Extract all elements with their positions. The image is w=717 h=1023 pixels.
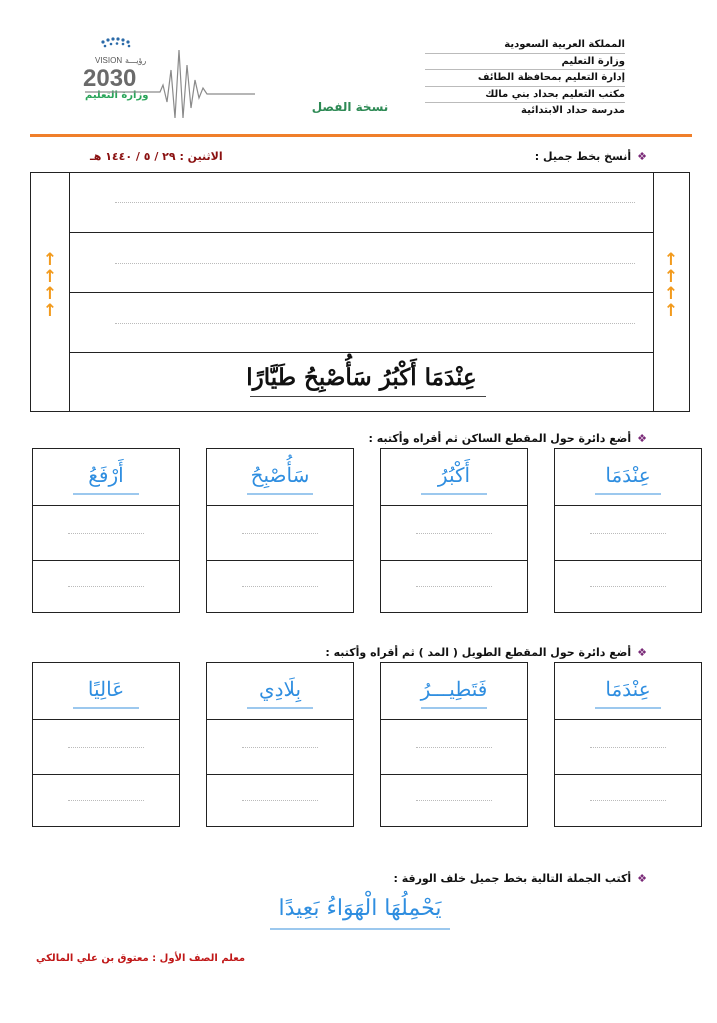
word-underline: [421, 493, 487, 495]
model-sentence-underline: [250, 396, 486, 397]
writing-guide-line: [416, 533, 492, 534]
up-arrow-icon: ↑: [663, 301, 679, 321]
bullet-diamond-icon: ❖: [637, 150, 647, 163]
writing-guide-line: [242, 586, 318, 587]
writing-guide-line: [590, 533, 666, 534]
header-line-kingdom: المملكة العربية السعودية: [425, 37, 625, 54]
header-line-directorate: إدارة التعليم بمحافظة الطائف: [425, 70, 625, 87]
writing-guide-line: [68, 586, 144, 587]
section3-instruction: أضع دائرة حول المقطع الطويل ( المد ) ثم أقراه وأكتبه :: [325, 646, 632, 659]
word-underline: [73, 707, 139, 709]
writing-guide-line: [416, 800, 492, 801]
word-box: [32, 662, 180, 827]
row-divider: [70, 352, 653, 353]
word-underline: [595, 707, 661, 709]
section4-instruction-row: [393, 872, 647, 885]
bullet-diamond-icon: ❖: [637, 646, 647, 659]
vision-2030-logo: [55, 30, 255, 120]
up-arrow-icon: ↑: [663, 267, 679, 287]
word-box: [554, 448, 702, 613]
up-arrow-icon: ↑: [663, 250, 679, 270]
word-text: بِلَادِي: [258, 677, 302, 701]
word-text: عِنْدَمَا: [605, 677, 651, 701]
up-arrow-icon: ↑: [42, 250, 58, 270]
section3-instruction-row: [325, 646, 647, 659]
bullet-diamond-icon: ❖: [637, 872, 647, 885]
word-underline: [247, 493, 313, 495]
word-box: [206, 448, 354, 613]
writing-guide-line: [590, 747, 666, 748]
section2-instruction-row: [368, 432, 647, 445]
word-underline: [595, 493, 661, 495]
up-arrow-icon: ↑: [42, 301, 58, 321]
word-underline: [247, 707, 313, 709]
writing-guide-line: [416, 747, 492, 748]
section1-instruction: أنسخ بخط جميل :: [534, 150, 632, 163]
word-text: سَأُصْبِحُ: [250, 463, 310, 487]
word-box: [554, 662, 702, 827]
logo-vision-ar: رؤيـــة: [125, 56, 147, 65]
writing-guide-line: [115, 202, 635, 203]
word-text: أَكْبُرُ: [437, 463, 471, 487]
school-header: [425, 37, 625, 119]
up-arrow-icon: ↑: [42, 284, 58, 304]
writing-guide-line: [68, 800, 144, 801]
word-box: [32, 448, 180, 613]
writing-guide-line: [68, 747, 144, 748]
word-text: عِنْدَمَا: [605, 463, 651, 487]
row-divider: [70, 232, 653, 233]
copy-title: نسخة الفصل: [311, 100, 389, 114]
homework-sentence: يَحْمِلُهَا الْهَوَاءُ بَعِيدًا: [278, 896, 442, 921]
model-sentence: عِنْدَمَا أَكْبُرُ سَأُصْبِحُ طَيَّارًا: [246, 364, 477, 391]
up-arrow-icon: ↑: [42, 267, 58, 287]
word-text: أَرْفَعُ: [88, 463, 124, 487]
word-box: [206, 662, 354, 827]
section1-instruction-row: [535, 150, 647, 163]
right-arrows: [661, 252, 681, 320]
header-line-school: مدرسة حداد الابتدائية: [521, 105, 625, 116]
word-text: فَتَطِيـــرُ: [420, 677, 488, 701]
writing-guide-line: [68, 533, 144, 534]
lesson-date: الاثنين : ٢٩ / ٥ / ١٤٤٠ هـ: [90, 150, 223, 163]
section2-instruction: أضع دائرة حول المقطع الساكن ثم أقراه وأكتبه :: [368, 432, 632, 445]
header-line-office: مكتب التعليم بحداد بني مالك: [425, 87, 625, 104]
writing-guide-line: [590, 586, 666, 587]
logo-ministry: وزارة التعليم: [85, 90, 149, 101]
writing-guide-line: [242, 533, 318, 534]
bullet-diamond-icon: ❖: [637, 432, 647, 445]
word-box: [380, 448, 528, 613]
word-box: [380, 662, 528, 827]
writing-guide-line: [115, 263, 635, 264]
logo-year: 2030: [83, 65, 137, 92]
word-underline: [421, 707, 487, 709]
up-arrow-icon: ↑: [663, 284, 679, 304]
writing-guide-line: [590, 800, 666, 801]
writing-guide-line: [115, 323, 635, 324]
header-divider: [30, 134, 692, 137]
left-arrows: [40, 252, 60, 320]
word-text: عَالِيًا: [87, 677, 125, 701]
homework-sentence-underline: [270, 928, 450, 930]
teacher-signature: معلم الصف الأول : معتوق بن علي المالكي: [36, 953, 246, 964]
writing-guide-line: [242, 800, 318, 801]
vision-logo-graphic: [55, 30, 255, 120]
writing-guide-line: [416, 586, 492, 587]
header-line-ministry: وزارة التعليم: [425, 54, 625, 71]
row-divider: [70, 292, 653, 293]
section4-instruction: أكتب الجملة التالية بخط جميل خلف الورقة :: [393, 872, 632, 885]
logo-vision-word: VISION: [95, 56, 123, 65]
word-underline: [73, 493, 139, 495]
writing-guide-line: [242, 747, 318, 748]
